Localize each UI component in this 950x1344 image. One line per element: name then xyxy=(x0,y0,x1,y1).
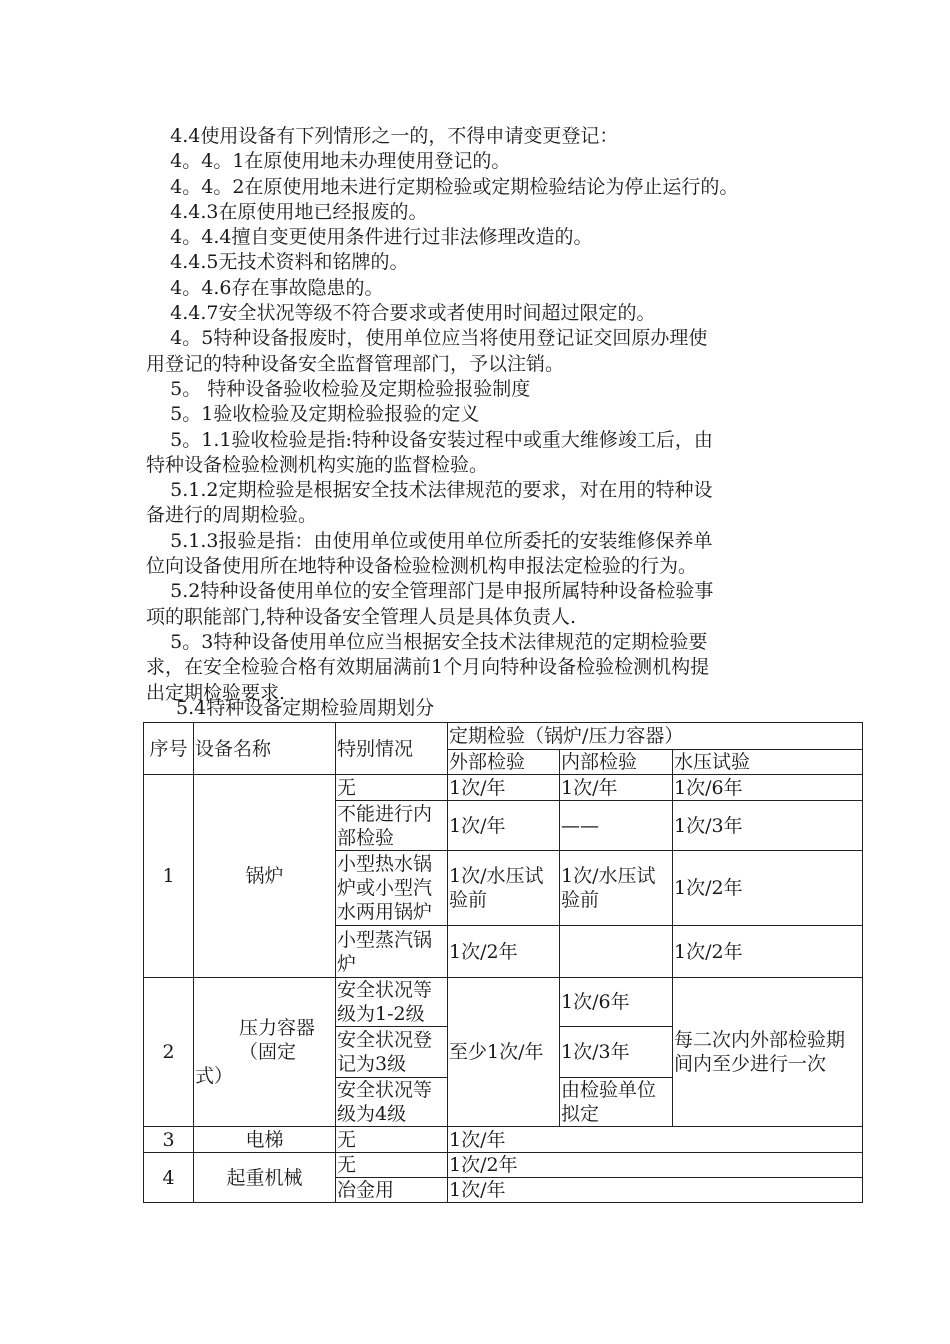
text-line: 5.1.2定期检验是根据安全技术法律规范的要求，对在用的特种设 xyxy=(146,479,713,502)
text-line: 备进行的周期检验。 xyxy=(146,504,318,527)
internal-cell: 1次/3年 xyxy=(560,1027,673,1078)
situation-cell: 无 xyxy=(336,1127,448,1153)
cycle-cell: 1次/年 xyxy=(448,1127,863,1153)
inspection-cycle-table xyxy=(143,722,863,1203)
text-line: 4.4.5无技术资料和铭牌的。 xyxy=(146,251,409,274)
equipment-name-cell: 电梯 xyxy=(194,1127,336,1153)
seq-cell: 2 xyxy=(144,978,194,1127)
hydro-cell: 1次/3年 xyxy=(673,801,863,851)
situation-cell: 冶金用 xyxy=(336,1178,448,1203)
seq-cell: 4 xyxy=(144,1153,194,1203)
text-line: 5。 特种设备验收检验及定期检验报验制度 xyxy=(146,377,531,400)
external-cell: 至少1次/年 xyxy=(448,978,560,1127)
text-line: 5.1.3报验是指：由使用单位或使用单位所委托的安装维修保养单 xyxy=(146,529,713,552)
text-line: 求，在安全检验合格有效期届满前1个月向特种设备检验检测机构提 xyxy=(146,656,710,679)
equipment-name-cell xyxy=(194,978,336,1127)
text-line: 5。1验收检验及定期检验报验的定义 xyxy=(146,403,480,426)
header-periodic-inspection: 定期检验（锅炉/压力容器） xyxy=(448,723,863,750)
header-hydro-test: 水压试验 xyxy=(673,750,863,775)
internal-cell: 1次/年 xyxy=(560,775,673,801)
internal-cell: 1次/水压试验前 xyxy=(560,851,673,926)
text-line: 位向设备使用所在地特种设备检验检测机构申报法定检验的行为。 xyxy=(146,555,698,578)
table-row xyxy=(144,1153,863,1178)
cycle-cell: 1次/2年 xyxy=(448,1153,863,1178)
text-line: 出定期检验要求. xyxy=(146,681,286,704)
situation-cell: 不能进行内部检验 xyxy=(336,801,448,851)
internal-cell: 1次/6年 xyxy=(560,978,673,1027)
text-line: 5。1.1验收检验是指:特种设备安装过程中或重大维修竣工后，由 xyxy=(146,428,713,451)
text-line: 4。5特种设备报废时，使用单位应当将使用登记证交回原办理使 xyxy=(146,327,708,350)
text-line: 4.4使用设备有下列情形之一的，不得申请变更登记： xyxy=(146,125,619,147)
header-external-inspection: 外部检验 xyxy=(448,750,560,775)
situation-cell: 安全状况等级为1-2级 xyxy=(336,978,448,1027)
seq-cell: 1 xyxy=(144,775,194,978)
external-cell: 1次/年 xyxy=(448,775,560,801)
internal-cell xyxy=(560,926,673,978)
hydro-cell: 1次/2年 xyxy=(673,926,863,978)
equipment-name-line: 压力容器（固定 xyxy=(239,1017,316,1063)
text-line: 特种设备检验检测机构实施的监督检验。 xyxy=(146,453,489,476)
external-cell: 1次/年 xyxy=(448,801,560,851)
situation-cell: 小型热水锅炉或小型汽水两用锅炉 xyxy=(336,851,448,926)
header-internal-inspection: 内部检验 xyxy=(560,750,673,775)
text-line: 项的职能部门,特种设备安全管理人员是具体负责人. xyxy=(146,605,577,628)
table-row xyxy=(144,775,863,801)
hydro-cell: 每二次内外部检验期间内至少进行一次 xyxy=(673,978,863,1127)
text-line: 4.4.3在原使用地已经报废的。 xyxy=(146,200,428,223)
internal-cell: —— xyxy=(560,801,673,851)
equipment-name-cell: 锅炉 xyxy=(194,775,336,978)
text-line: 用登记的特种设备安全监督管理部门，予以注销。 xyxy=(146,352,565,375)
situation-cell: 安全状况登记为3级 xyxy=(336,1027,448,1078)
header-equipment-name: 设备名称 xyxy=(194,723,336,775)
situation-cell: 无 xyxy=(336,1153,448,1178)
internal-cell: 由检验单位拟定 xyxy=(560,1078,673,1127)
table-row xyxy=(144,1127,863,1153)
hydro-cell: 1次/2年 xyxy=(673,851,863,926)
seq-cell: 3 xyxy=(144,1127,194,1153)
situation-cell: 无 xyxy=(336,775,448,801)
header-row xyxy=(144,723,863,750)
body-text-block xyxy=(146,124,846,706)
text-line: 5。3特种设备使用单位应当根据安全技术法律规范的定期检验要 xyxy=(146,630,708,653)
text-line: 4。4。2在原使用地未进行定期检验或定期检验结论为停止运行的。 xyxy=(146,175,739,198)
text-line: 4。4.4擅自变更使用条件进行过非法修理改造的。 xyxy=(146,226,593,249)
text-line: 4.4.7安全状况等级不符合要求或者使用时间超过限定的。 xyxy=(146,302,656,325)
situation-cell: 小型蒸汽锅炉 xyxy=(336,926,448,978)
text-line: 4。4。1在原使用地未办理使用登记的。 xyxy=(146,150,511,173)
external-cell: 1次/2年 xyxy=(448,926,560,978)
table-row xyxy=(144,978,863,1027)
cycle-cell: 1次/年 xyxy=(448,1178,863,1203)
header-special-situation: 特别情况 xyxy=(336,723,448,775)
text-line: 5.2特种设备使用单位的安全管理部门是申报所属特种设备检验事 xyxy=(146,580,714,603)
equipment-name-cell: 起重机械 xyxy=(194,1153,336,1203)
situation-cell: 安全状况等级为4级 xyxy=(336,1078,448,1127)
external-cell: 1次/水压试验前 xyxy=(448,851,560,926)
text-line: 4。4.6存在事故隐患的。 xyxy=(146,276,384,299)
equipment-name-line: 式） xyxy=(195,1065,234,1087)
hydro-cell: 1次/6年 xyxy=(673,775,863,801)
header-seq: 序号 xyxy=(144,723,194,775)
table-caption: 5.4特种设备定期检验周期划分 xyxy=(176,697,435,719)
